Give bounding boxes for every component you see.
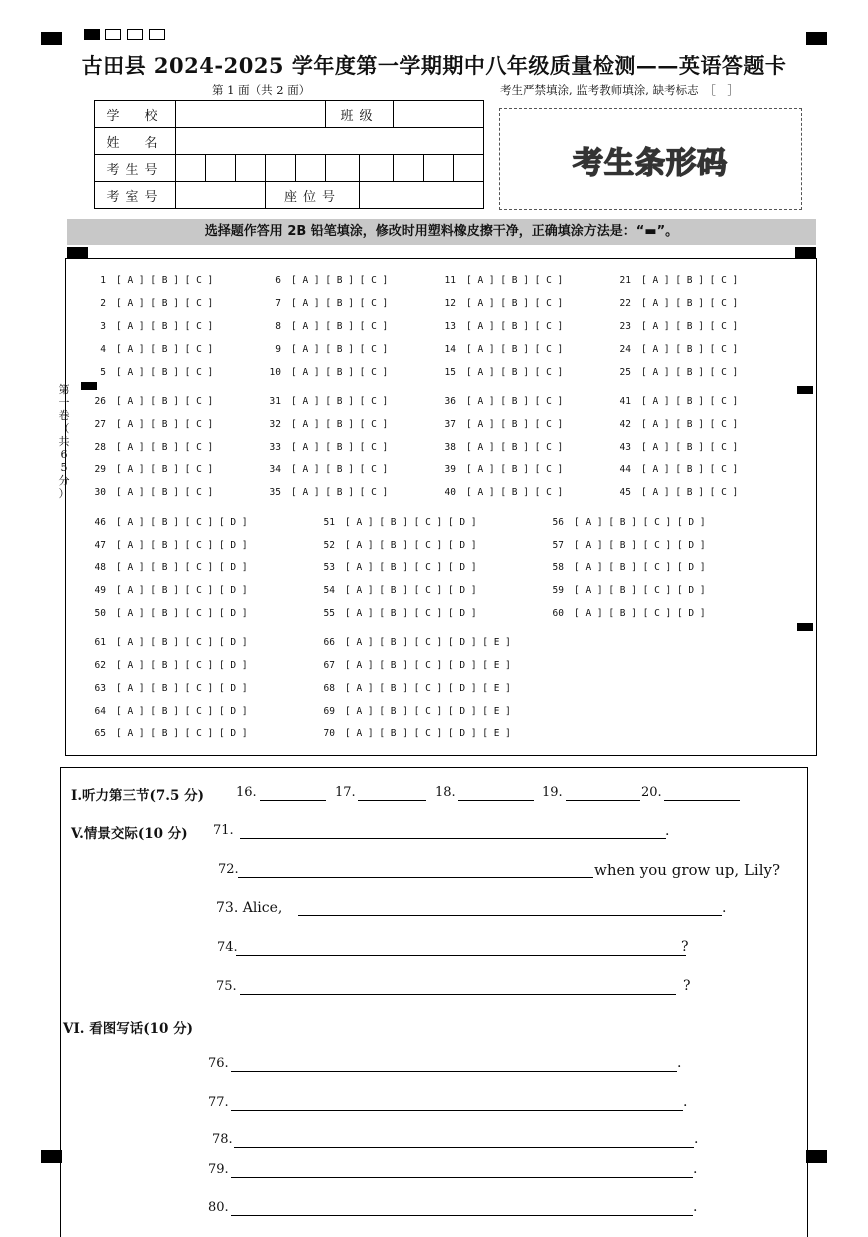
question-29-options[interactable]	[80, 464, 213, 475]
answer-72-label: 72.	[218, 862, 239, 877]
question-number: 50	[94, 608, 106, 619]
answer-79-line[interactable]	[231, 1177, 693, 1178]
answer-bubbles[interactable]: [ A ] [ B ] [ C ]	[466, 344, 564, 355]
question-2-options[interactable]	[80, 298, 213, 309]
answer-bubbles[interactable]: [ A ] [ B ] [ C ] [ D ]	[116, 706, 248, 717]
answer-bubbles[interactable]: [ A ] [ B ] [ C ]	[291, 464, 389, 475]
answer-20-line[interactable]	[664, 800, 740, 801]
answer-bubbles[interactable]: [ A ] [ B ] [ C ]	[641, 344, 739, 355]
answer-bubbles[interactable]: [ A ] [ B ] [ C ]	[291, 396, 389, 407]
question-number: 26	[94, 396, 106, 407]
corner-mark	[41, 1150, 62, 1163]
question-35-options[interactable]	[255, 487, 388, 498]
question-37-options[interactable]	[430, 419, 563, 430]
answer-18-label: 18.	[435, 785, 456, 800]
answer-bubbles[interactable]: [ A ] [ B ] [ C ] [ D ] [ E ]	[345, 637, 511, 648]
question-number: 46	[94, 517, 106, 528]
question-67-options[interactable]	[309, 660, 511, 671]
answer-bubbles[interactable]: [ A ] [ B ] [ C ]	[291, 298, 389, 309]
answer-bubbles[interactable]: [ A ] [ B ] [ C ]	[116, 367, 214, 378]
answer-bubbles[interactable]: [ A ] [ B ] [ C ]	[116, 487, 214, 498]
answer-73-end: .	[722, 900, 727, 916]
student-id-digit[interactable]	[326, 155, 360, 182]
section1-title: I.听力第三节(7.5 分)	[71, 788, 204, 804]
question-36-options[interactable]	[430, 396, 563, 407]
question-number: 56	[552, 517, 564, 528]
question-number: 36	[444, 396, 456, 407]
timing-mark	[795, 247, 816, 258]
answer-bubbles[interactable]: [ A ] [ B ] [ C ]	[466, 419, 564, 430]
question-54-options[interactable]	[309, 585, 477, 596]
question-number: 4	[100, 344, 106, 355]
student-id-digit[interactable]	[176, 155, 206, 182]
section-side-label	[56, 383, 72, 500]
question-number: 43	[619, 442, 631, 453]
question-38-options[interactable]	[430, 442, 563, 453]
question-23-options[interactable]	[605, 321, 738, 332]
answer-78-end: .	[694, 1131, 699, 1147]
answer-16-line[interactable]	[260, 800, 326, 801]
question-12-options[interactable]	[430, 298, 563, 309]
question-43-options[interactable]	[605, 442, 738, 453]
question-number: 42	[619, 419, 631, 430]
answer-73-line[interactable]	[298, 915, 722, 916]
answer-bubbles[interactable]: [ A ] [ B ] [ C ] [ D ] [ E ]	[345, 706, 511, 717]
question-number: 25	[619, 367, 631, 378]
class-label: 班级	[326, 101, 394, 128]
answer-bubbles[interactable]: [ A ] [ B ] [ C ] [ D ] [ E ]	[345, 728, 511, 739]
question-52-options[interactable]	[309, 540, 477, 551]
page-info: 第 1 面（共 2 面）	[212, 83, 311, 97]
answer-71-end: .	[665, 823, 670, 839]
question-28-options[interactable]	[80, 442, 213, 453]
question-number: 2	[100, 298, 106, 309]
question-number: 49	[94, 585, 106, 596]
mcq-area	[65, 258, 817, 756]
question-3-options[interactable]	[80, 321, 213, 332]
question-number: 47	[94, 540, 106, 551]
section6-title: VI. 看图写话(10 分)	[63, 1021, 193, 1037]
instruction-banner: 选择题作答用 2B 铅笔填涂，修改时用塑料橡皮擦干净，正确填涂方法是：“▬”。	[67, 219, 816, 245]
question-4-options[interactable]	[80, 344, 213, 355]
question-64-options[interactable]	[80, 706, 248, 717]
question-32-options[interactable]	[255, 419, 388, 430]
answer-74-end: ?	[681, 939, 689, 955]
answer-bubbles[interactable]: [ A ] [ B ] [ C ]	[116, 298, 214, 309]
question-51-options[interactable]	[309, 517, 477, 528]
answer-bubbles[interactable]: [ A ] [ B ] [ C ]	[291, 442, 389, 453]
answer-bubbles[interactable]: [ A ] [ B ] [ C ] [ D ]	[574, 608, 706, 619]
answer-71-label: 71.	[213, 823, 234, 838]
corner-mark	[41, 32, 62, 45]
answer-bubbles[interactable]: [ A ] [ B ] [ C ]	[116, 464, 214, 475]
answer-bubbles[interactable]: [ A ] [ B ] [ C ] [ D ]	[345, 608, 477, 619]
answer-17-label: 17.	[335, 785, 356, 800]
question-number: 7	[275, 298, 281, 309]
question-number: 62	[94, 660, 106, 671]
answer-78-line[interactable]	[234, 1147, 694, 1148]
answer-19-line[interactable]	[566, 800, 640, 801]
question-number: 60	[552, 608, 564, 619]
answer-bubbles[interactable]: [ A ] [ B ] [ C ]	[116, 442, 214, 453]
answer-76-end: .	[677, 1055, 682, 1071]
answer-bubbles[interactable]: [ A ] [ B ] [ C ] [ D ]	[116, 585, 248, 596]
question-number: 23	[619, 321, 631, 332]
answer-bubbles[interactable]: [ A ] [ B ] [ C ] [ D ]	[574, 562, 706, 573]
student-id-label: 考生号	[95, 155, 176, 182]
question-15-options[interactable]	[430, 367, 563, 378]
answer-80-label: 80.	[208, 1200, 229, 1215]
school-field[interactable]	[176, 101, 326, 128]
question-50-options[interactable]	[80, 608, 248, 619]
answer-bubbles[interactable]: [ A ] [ B ] [ C ] [ D ]	[574, 585, 706, 596]
answer-bubbles[interactable]: [ A ] [ B ] [ C ]	[641, 321, 739, 332]
question-number: 3	[100, 321, 106, 332]
barcode-label: 考生条形码	[573, 146, 728, 181]
room-field[interactable]	[176, 182, 266, 209]
question-number: 32	[269, 419, 281, 430]
question-number: 52	[323, 540, 335, 551]
absent-notice[interactable]: 考生严禁填涂, 监考教师填涂, 缺考标志 ［ ］	[500, 83, 739, 97]
question-62-options[interactable]	[80, 660, 248, 671]
answer-bubbles[interactable]: [ A ] [ B ] [ C ]	[116, 344, 214, 355]
student-id-digit[interactable]	[206, 155, 236, 182]
student-id-digit[interactable]	[296, 155, 326, 182]
question-number: 63	[94, 683, 106, 694]
answer-bubbles[interactable]: [ A ] [ B ] [ C ]	[466, 367, 564, 378]
answer-bubbles[interactable]: [ A ] [ B ] [ C ]	[466, 321, 564, 332]
question-70-options[interactable]	[309, 728, 511, 739]
question-24-options[interactable]	[605, 344, 738, 355]
question-65-options[interactable]	[80, 728, 248, 739]
question-9-options[interactable]	[255, 344, 388, 355]
question-number: 11	[444, 275, 456, 286]
question-56-options[interactable]	[538, 517, 706, 528]
question-number: 30	[94, 487, 106, 498]
answer-72-end: when you grow up, Lily?	[594, 861, 781, 879]
question-number: 8	[275, 321, 281, 332]
question-33-options[interactable]	[255, 442, 388, 453]
question-8-options[interactable]	[255, 321, 388, 332]
answer-75-line[interactable]	[240, 994, 676, 995]
name-label: 姓 名	[95, 128, 176, 155]
answer-bubbles[interactable]: [ A ] [ B ] [ C ] [ D ]	[116, 517, 248, 528]
class-field[interactable]	[394, 101, 484, 128]
question-number: 14	[444, 344, 456, 355]
question-number: 68	[323, 683, 335, 694]
question-31-options[interactable]	[255, 396, 388, 407]
question-number: 29	[94, 464, 106, 475]
timing-mark	[105, 29, 121, 40]
question-number: 64	[94, 706, 106, 717]
question-42-options[interactable]	[605, 419, 738, 430]
question-number: 67	[323, 660, 335, 671]
question-number: 70	[323, 728, 335, 739]
answer-16-label: 16.	[236, 785, 257, 800]
question-22-options[interactable]	[605, 298, 738, 309]
answer-bubbles[interactable]: [ A ] [ B ] [ C ]	[291, 367, 389, 378]
answer-bubbles[interactable]: [ A ] [ B ] [ C ] [ D ]	[345, 585, 477, 596]
question-66-options[interactable]	[309, 637, 511, 648]
timing-mark	[67, 247, 88, 258]
seat-field[interactable]	[360, 182, 484, 209]
question-number: 13	[444, 321, 456, 332]
answer-bubbles[interactable]: [ A ] [ B ] [ C ]	[466, 464, 564, 475]
question-number: 44	[619, 464, 631, 475]
question-30-options[interactable]	[80, 487, 213, 498]
question-10-options[interactable]	[255, 367, 388, 378]
question-number: 27	[94, 419, 106, 430]
question-58-options[interactable]	[538, 562, 706, 573]
answer-bubbles[interactable]: [ A ] [ B ] [ C ]	[466, 487, 564, 498]
answer-bubbles[interactable]: [ A ] [ B ] [ C ] [ D ]	[116, 608, 248, 619]
answer-bubbles[interactable]: [ A ] [ B ] [ C ]	[116, 396, 214, 407]
answer-77-line[interactable]	[231, 1110, 683, 1111]
question-45-options[interactable]	[605, 487, 738, 498]
student-id-digit[interactable]	[394, 155, 424, 182]
timing-mark	[149, 29, 165, 40]
answer-73-label: 73. Alice,	[216, 900, 283, 916]
question-number: 35	[269, 487, 281, 498]
room-label: 考室号	[95, 182, 176, 209]
question-49-options[interactable]	[80, 585, 248, 596]
question-5-options[interactable]	[80, 367, 213, 378]
question-number: 66	[323, 637, 335, 648]
school-label: 学 校	[95, 101, 176, 128]
answer-78-label: 78.	[212, 1132, 233, 1147]
question-41-options[interactable]	[605, 396, 738, 407]
student-id-digit[interactable]	[360, 155, 394, 182]
question-number: 61	[94, 637, 106, 648]
question-number: 9	[275, 344, 281, 355]
question-number: 48	[94, 562, 106, 573]
answer-bubbles[interactable]: [ A ] [ B ] [ C ]	[466, 442, 564, 453]
answer-bubbles[interactable]: [ A ] [ B ] [ C ]	[466, 298, 564, 309]
answer-bubbles[interactable]: [ A ] [ B ] [ C ]	[291, 419, 389, 430]
question-63-options[interactable]	[80, 683, 248, 694]
answer-bubbles[interactable]: [ A ] [ B ] [ C ] [ D ] [ E ]	[345, 683, 511, 694]
student-id-digit[interactable]	[424, 155, 454, 182]
corner-mark	[806, 1150, 827, 1163]
answer-20-label: 20.	[641, 785, 662, 800]
question-69-options[interactable]	[309, 706, 511, 717]
answer-76-line[interactable]	[231, 1071, 677, 1072]
answer-80-end: .	[693, 1199, 698, 1215]
question-59-options[interactable]	[538, 585, 706, 596]
answer-18-line[interactable]	[458, 800, 534, 801]
question-61-options[interactable]	[80, 637, 248, 648]
question-47-options[interactable]	[80, 540, 248, 551]
answer-bubbles[interactable]: [ A ] [ B ] [ C ] [ D ]	[116, 540, 248, 551]
question-number: 51	[323, 517, 335, 528]
corner-mark	[806, 32, 827, 45]
answer-79-end: .	[693, 1161, 698, 1177]
answer-17-line[interactable]	[358, 800, 426, 801]
question-number: 65	[94, 728, 106, 739]
student-id-digit[interactable]	[454, 155, 484, 182]
answer-bubbles[interactable]: [ A ] [ B ] [ C ]	[116, 275, 214, 286]
question-57-options[interactable]	[538, 540, 706, 551]
question-1-options[interactable]	[80, 275, 213, 286]
answer-77-label: 77.	[208, 1095, 229, 1110]
question-number: 22	[619, 298, 631, 309]
answer-bubbles[interactable]: [ A ] [ B ] [ C ]	[641, 487, 739, 498]
answer-bubbles[interactable]: [ A ] [ B ] [ C ] [ D ]	[116, 637, 248, 648]
question-7-options[interactable]	[255, 298, 388, 309]
question-number: 15	[444, 367, 456, 378]
question-number: 10	[269, 367, 281, 378]
answer-bubbles[interactable]: [ A ] [ B ] [ C ] [ D ]	[345, 562, 477, 573]
question-number: 45	[619, 487, 631, 498]
question-46-options[interactable]	[80, 517, 248, 528]
question-48-options[interactable]	[80, 562, 248, 573]
question-53-options[interactable]	[309, 562, 477, 573]
question-number: 55	[323, 608, 335, 619]
question-number: 28	[94, 442, 106, 453]
answer-bubbles[interactable]: [ A ] [ B ] [ C ] [ D ]	[116, 562, 248, 573]
answer-bubbles[interactable]: [ A ] [ B ] [ C ]	[641, 464, 739, 475]
question-11-options[interactable]	[430, 275, 563, 286]
question-number: 34	[269, 464, 281, 475]
answer-bubbles[interactable]: [ A ] [ B ] [ C ]	[641, 275, 739, 286]
question-number: 58	[552, 562, 564, 573]
answer-bubbles[interactable]: [ A ] [ B ] [ C ] [ D ]	[574, 517, 706, 528]
answer-bubbles[interactable]: [ A ] [ B ] [ C ]	[641, 298, 739, 309]
page-title: 古田县 2024-2025 学年度第一学期期中八年级质量检测——英语答题卡	[81, 53, 787, 78]
answer-80-line[interactable]	[231, 1215, 693, 1216]
question-68-options[interactable]	[309, 683, 511, 694]
question-6-options[interactable]	[255, 275, 388, 286]
question-14-options[interactable]	[430, 344, 563, 355]
question-number: 54	[323, 585, 335, 596]
answer-bubbles[interactable]: [ A ] [ B ] [ C ]	[641, 442, 739, 453]
question-number: 12	[444, 298, 456, 309]
question-number: 39	[444, 464, 456, 475]
question-25-options[interactable]	[605, 367, 738, 378]
answer-77-end: .	[683, 1094, 688, 1110]
question-number: 38	[444, 442, 456, 453]
section5-title: V.情景交际(10 分)	[71, 826, 188, 842]
timing-mark	[127, 29, 143, 40]
answer-bubbles[interactable]: [ A ] [ B ] [ C ] [ D ]	[574, 540, 706, 551]
answer-bubbles[interactable]: [ A ] [ B ] [ C ]	[291, 344, 389, 355]
question-34-options[interactable]	[255, 464, 388, 475]
answer-bubbles[interactable]: [ A ] [ B ] [ C ]	[466, 396, 564, 407]
answer-bubbles[interactable]: [ A ] [ B ] [ C ] [ D ]	[345, 540, 477, 551]
answer-71-line[interactable]	[240, 838, 666, 839]
answer-bubbles[interactable]: [ A ] [ B ] [ C ]	[291, 487, 389, 498]
answer-bubbles[interactable]: [ A ] [ B ] [ C ] [ D ]	[345, 517, 477, 528]
question-13-options[interactable]	[430, 321, 563, 332]
question-number: 41	[619, 396, 631, 407]
answer-bubbles[interactable]: [ A ] [ B ] [ C ] [ D ]	[116, 683, 248, 694]
answer-bubbles[interactable]: [ A ] [ B ] [ C ]	[641, 367, 739, 378]
answer-76-label: 76.	[208, 1056, 229, 1071]
question-39-options[interactable]	[430, 464, 563, 475]
answer-75-label: 75.	[216, 979, 237, 994]
answer-bubbles[interactable]: [ A ] [ B ] [ C ]	[291, 321, 389, 332]
answer-bubbles[interactable]: [ A ] [ B ] [ C ]	[116, 419, 214, 430]
answer-bubbles[interactable]: [ A ] [ B ] [ C ] [ D ]	[116, 728, 248, 739]
question-21-options[interactable]	[605, 275, 738, 286]
answer-bubbles[interactable]: [ A ] [ B ] [ C ]	[466, 275, 564, 286]
answer-bubbles[interactable]: [ A ] [ B ] [ C ]	[641, 396, 739, 407]
answer-19-label: 19.	[542, 785, 563, 800]
question-number: 21	[619, 275, 631, 286]
seat-label: 座位号	[266, 182, 360, 209]
question-number: 31	[269, 396, 281, 407]
side-label-text: 第一卷（共65分）	[58, 383, 70, 500]
question-number: 33	[269, 442, 281, 453]
answer-79-label: 79.	[208, 1162, 229, 1177]
question-55-options[interactable]	[309, 608, 477, 619]
answer-bubbles[interactable]: [ A ] [ B ] [ C ] [ D ] [ E ]	[345, 660, 511, 671]
question-number: 40	[444, 487, 456, 498]
question-number: 5	[100, 367, 106, 378]
student-info-table	[94, 100, 484, 209]
student-id-digit[interactable]	[266, 155, 296, 182]
question-27-options[interactable]	[80, 419, 213, 430]
answer-bubbles[interactable]: [ A ] [ B ] [ C ]	[641, 419, 739, 430]
answer-74-label: 74.	[217, 940, 238, 955]
timing-mark	[84, 29, 100, 40]
answer-bubbles[interactable]: [ A ] [ B ] [ C ] [ D ]	[116, 660, 248, 671]
question-number: 6	[275, 275, 281, 286]
answer-bubbles[interactable]: [ A ] [ B ] [ C ]	[291, 275, 389, 286]
question-number: 24	[619, 344, 631, 355]
student-id-digit[interactable]	[236, 155, 266, 182]
question-44-options[interactable]	[605, 464, 738, 475]
question-number: 37	[444, 419, 456, 430]
question-number: 53	[323, 562, 335, 573]
question-number: 57	[552, 540, 564, 551]
question-number: 1	[100, 275, 106, 286]
answer-74-line[interactable]	[236, 955, 686, 956]
question-number: 59	[552, 585, 564, 596]
answer-75-end: ?	[683, 978, 691, 994]
question-60-options[interactable]	[538, 608, 706, 619]
name-field[interactable]	[176, 128, 484, 155]
answer-bubbles[interactable]: [ A ] [ B ] [ C ]	[116, 321, 214, 332]
question-40-options[interactable]	[430, 487, 563, 498]
question-number: 69	[323, 706, 335, 717]
answer-72-line[interactable]	[238, 877, 593, 878]
question-26-options[interactable]	[80, 396, 213, 407]
